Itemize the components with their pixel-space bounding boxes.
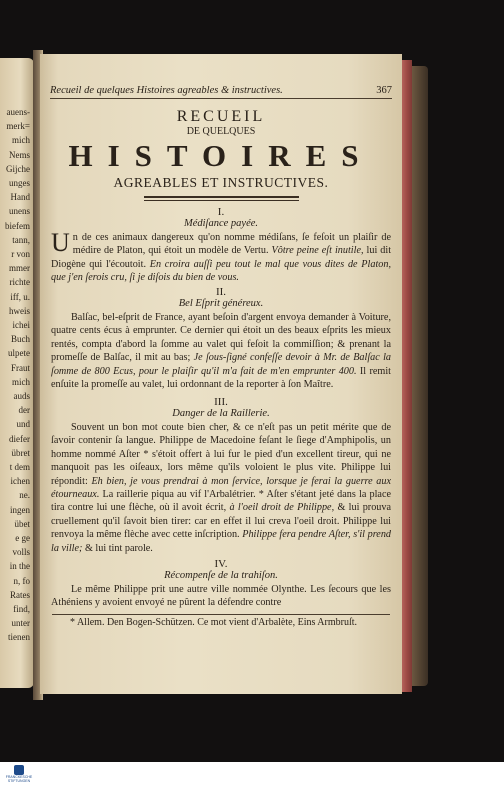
para-italic: Je ſous-ſigné confeſſe devoir à Mr. de Balſac la ſomme de 800 Ecus, pour le plaiſir qu'il m'a fait de m'en emprunter 400. [51, 352, 392, 377]
title-rule [144, 196, 299, 198]
para-text: n de ces animaux dangereux qu'on nomme médiſans, ſe feſoit un plaiſir de médire de Platon, qui étoit un modèle de Vertu. [72, 232, 391, 257]
institution-logo[interactable] [4, 765, 34, 789]
para-italic: En croira auſſi peu tout le mal que vous dites de Platon, que j'en ſerois cru, ſi je diſois du bien de vous. [51, 258, 392, 284]
left-page-fragment: übret [11, 447, 30, 458]
footnote-rule [52, 614, 390, 615]
left-page-fragment: Hand [10, 192, 30, 203]
title-line-3: HISTOIRES [68, 138, 374, 173]
para-text: Il remit enſuite la promeſſe au valet, lui ordonnant de la reporter à ſon Maître. [51, 365, 391, 391]
logo-text: FRANCKESCHE STIFTUNGEN [5, 775, 33, 783]
left-page-fragment: Gijche [6, 163, 30, 174]
left-page-fragment: tienen [8, 632, 30, 643]
title-line-2: DE QUELQUES [186, 126, 256, 137]
section-heading: Récompenſe de la trahiſon. [164, 570, 278, 581]
left-page-fragment: unter [11, 618, 30, 629]
para-text: Balſac, bel-eſprit de France, ayant beſoin d'argent envoya demander à Voiture, quatre cents écus à emprunter. Ce dernier qui étoit un des beaux eſprits les mieux rentés, compta d'abord la ſomme au valet qui feſoit la commiſſion; & prenant la promeſſe de Balſac, il mit au bas; [51, 312, 391, 364]
book-page [40, 54, 402, 694]
left-page-fragment: Buch [11, 334, 30, 345]
left-page-fragment: iff, u. [10, 291, 30, 302]
left-page-fragment: ichei [12, 320, 30, 330]
page-edge-red [402, 60, 412, 692]
section-heading: Danger de la Raillerie. [172, 408, 270, 419]
section-paragraph [51, 583, 391, 610]
footnote: * Allem. Den Bogen-Schützen. Ce mot vient d'Arbalète, Eins Armbruſt. [70, 617, 358, 628]
left-page-fragment: Fraut [11, 362, 30, 373]
para-text: lui dit Diogène qui l'écoutoit. [51, 245, 392, 270]
left-page-fragment: ne. [19, 490, 30, 501]
left-page-fragment: diefer [9, 433, 30, 444]
left-page-fragment: ichen [10, 476, 30, 487]
section-number: I. [217, 206, 225, 218]
left-page-fragment: Nems [9, 149, 30, 160]
section-heading: Médiſance payée. [183, 218, 259, 229]
left-page-fragment: n, fo [13, 575, 30, 586]
title-rule-thin [144, 200, 299, 201]
left-page-fragment: mich [12, 135, 30, 146]
left-page-fragment: ingen [10, 504, 30, 515]
left-page-fragment: r von [11, 249, 30, 259]
left-page-fragment: mich [12, 376, 30, 387]
section-heading: Bel Eſprit généreux. [178, 298, 264, 309]
left-page-fragment: hweis [9, 305, 30, 316]
left-page-fragment: in the [9, 561, 30, 572]
para-text: & lui prouva cruellement qu'il ſavoit bien tirer: car en effet il lui creva l'oeil droit. Philippe lui renvoya la même flèche avec cette inſcription. [51, 502, 391, 541]
left-page-fragment: find, [13, 604, 30, 614]
section-number: IV. [214, 558, 228, 570]
para-italic: Eh bien, je vous prendrai à mon ſervice, lorsque je ferai la guerre aux étourneaux. [51, 475, 391, 501]
section-paragraph [51, 228, 392, 285]
para-text: La raillerie piqua au vif l'Arbalétrier. * Aſter s'étant jeté dans la place tira contre lui une flèche, où il avoit écrit, [51, 489, 391, 514]
running-head-text: Recueil de quelques Histoires agreables & instructives. [50, 85, 283, 96]
section-paragraph [51, 421, 391, 555]
left-page-edge [0, 58, 34, 688]
left-page-fragment: biefem [5, 220, 30, 231]
left-page-fragment: ulpete [8, 348, 30, 359]
para-text: Le même Philippe prit une autre ville nommée Olynthe. Les ſecours que les Athéniens y avoient envoyé ne pûrent la défendre contre [51, 584, 391, 609]
title-line-1: RECUEIL [176, 108, 266, 125]
running-head [50, 85, 392, 99]
section-number: III. [214, 396, 228, 408]
section-number: II. [215, 286, 227, 298]
left-page-fragment: der [18, 405, 30, 416]
left-page-fragment: übet [14, 518, 30, 529]
left-page-fragment: unens [9, 206, 30, 217]
left-page-fragment: mmer [9, 263, 30, 274]
left-page-fragment: auds [13, 391, 30, 401]
drop-cap: U [51, 228, 70, 257]
left-page-fragment: volls [12, 547, 30, 558]
para-text: Souvent un bon mot coute bien cher, & ce n'eſt pas un petit mérite que de ſavoir contenir ſa langue. Philippe de Macedoine feſant le ſiege d'Amphipolis, un homme nommé Aſter * s'étoit offert à lui fur le pied d'un excellent tireur, qui ne manquoit pas les oiſeaux, lors même qu'ils voloient le plus vite. Philippe lui répondit: [51, 422, 391, 487]
section-paragraph [51, 311, 391, 391]
left-page-fragment: und [16, 419, 30, 430]
left-page-fragment: Rates [10, 589, 30, 600]
page-number: 367 [376, 85, 392, 96]
viewer-bottom-bar [0, 762, 504, 791]
logo-icon [14, 765, 24, 775]
para-text: & lui tint parole. [84, 542, 153, 554]
left-page-fragment: auens- [6, 107, 30, 117]
para-italic: à l'oeil droit de Philippe, [229, 502, 335, 514]
para-italic: Philippe fera pendre Aſter, s'il prend la ville; [51, 529, 392, 554]
left-page-fragment: merk= [6, 121, 30, 132]
left-page-fragment: unges [9, 178, 30, 188]
book-cover-edge [412, 66, 428, 686]
left-page-fragment: e ge [15, 533, 30, 543]
para-italic: Vôtre peine eſt inutile, [271, 245, 364, 257]
title-line-4: AGREABLES ET INSTRUCTIVES. [113, 175, 329, 190]
left-page-fragment: t dem [9, 462, 30, 472]
left-page-fragment: tann, [12, 234, 30, 245]
left-page-fragment: richte [9, 277, 30, 288]
